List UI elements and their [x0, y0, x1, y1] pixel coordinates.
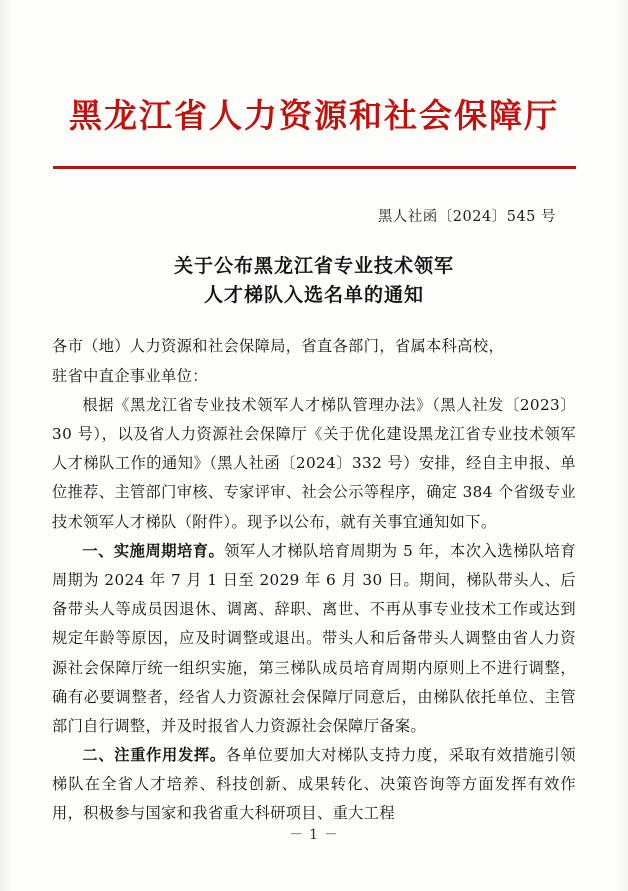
paragraph-3-heading: 二、注重作用发挥。	[82, 746, 226, 765]
paragraph-1: 根据《黑龙江省专业技术领军人才梯队管理办法》（黑人社发〔2023〕30 号），以及省人力资源社会保障厅《关于优化建设黑龙江省专业技术领军人才梯队工作的通知》（黑人社函〔2024〕332 号）安排，经自主申报、单位推荐、主管部门审核、专家评审、社会公示等程序，确定 384 个省级专业技术领军人才梯队（附件）。现予以公布，就有关事宜通知如下。	[52, 395, 576, 531]
page-title-line-1: 关于公布黑龙江省专业技术领军	[173, 254, 454, 277]
paragraph-2-text: 领军人才梯队培育周期为 5 年，本次入选梯队培育周期为 2024 年 7 月 1 日至 2029 年 6 月 30 日。期间，梯队带头人、后备带头人等成员因退休、调离、辞职、离世、不再从事专业技术工作或达到规定年龄等原因，应及时调整或退出。带头人和后备带头人调整由省人力资源社会保障厅统一组织实施，第三梯队成员培育周期内原则上不进行调整，确有必要调整者，经省人力资源社会保障厅同意后，由梯队依托单位、主管部门自行调整，并及时报省人力资源社会保障厅备案。	[52, 541, 576, 735]
document-body	[52, 332, 576, 828]
paragraph-2	[52, 537, 576, 741]
document-number: 黑人社函〔2024〕545 号	[377, 208, 556, 225]
paragraph-3	[52, 741, 576, 829]
page-number: － 1 －	[289, 827, 339, 843]
addressee-line-1: 各市（地）人力资源和社会保障局，省直各部门，省属本科高校，	[52, 337, 505, 356]
issuing-organization-title: 黑龙江省人力资源和社会保障厅	[69, 96, 559, 135]
page-title	[0, 252, 628, 311]
addressee-line-2: 驻省中直企事业单位：	[52, 366, 208, 385]
paragraph-3-text: 各单位要加大对梯队支持力度，采取有效措施引领梯队在全省人才培养、科技创新、成果转化、决策咨询等方面发挥有效作用，积极参与国家和我省重大科研项目、重大工程	[52, 746, 576, 823]
letterhead	[0, 96, 628, 169]
paragraph-2-heading: 一、实施周期培育。	[82, 541, 225, 560]
page-title-line-2: 人才梯队入选名单的通知	[203, 284, 424, 307]
letterhead-red-rule	[53, 166, 576, 169]
